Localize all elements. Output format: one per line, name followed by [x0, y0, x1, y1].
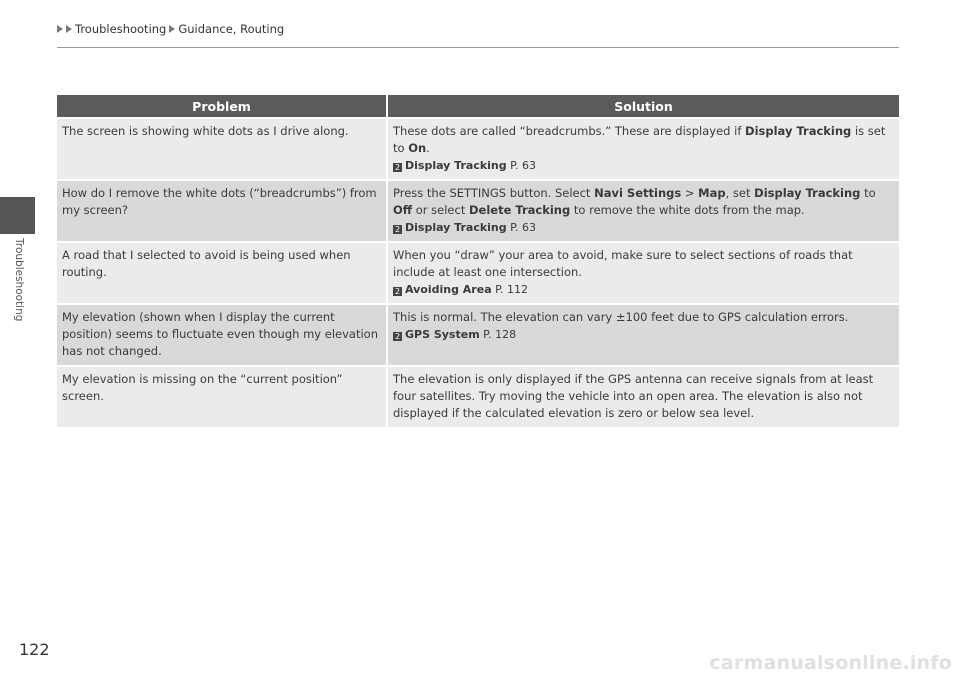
page-reference-link[interactable]: 2 Display Tracking P. 63	[394, 159, 537, 172]
breadcrumb	[57, 22, 284, 36]
watermark: carmanualsonline.info	[709, 652, 952, 674]
solution-cell: These dots are called “breadcrumbs.” These are displayed if Display Tracking is set to On. 2 Display Tracking P. 63	[386, 117, 899, 179]
reference-arrow-icon: 2	[394, 287, 401, 296]
problem-cell: A road that I selected to avoid is being used when routing.	[57, 241, 386, 303]
problem-cell: My elevation is missing on the “current position” screen.	[57, 365, 386, 427]
table-row	[57, 241, 899, 303]
page-number: 122	[19, 640, 50, 659]
breadcrumb-section[interactable]: Troubleshooting	[75, 22, 167, 36]
column-header-solution: Solution	[386, 95, 899, 117]
menu-item-name: Navi Settings	[594, 186, 682, 200]
reference-arrow-icon: 2	[394, 163, 401, 172]
side-tab-marker	[0, 197, 35, 234]
side-tab-label: Troubleshooting	[13, 238, 25, 322]
setting-value: Off	[393, 203, 413, 217]
page-reference-link[interactable]: 2 GPS System P. 128	[394, 328, 517, 341]
setting-name: Display Tracking	[754, 186, 861, 200]
breadcrumb-page: Guidance, Routing	[178, 22, 285, 36]
triangle-right-icon	[66, 25, 72, 33]
triangle-right-icon	[57, 25, 63, 33]
problem-cell: The screen is showing white dots as I drive along.	[57, 117, 386, 179]
triangle-right-icon	[169, 25, 175, 33]
setting-name: Display Tracking	[745, 124, 852, 138]
reference-arrow-icon: 2	[394, 225, 401, 234]
solution-cell: The elevation is only displayed if the GPS antenna can receive signals from at least four satellites. Try moving the vehicle into an open area. The elevation is also not displayed if the calculated elevation is zero or below sea level.	[386, 365, 899, 427]
setting-value: On	[408, 141, 427, 155]
problem-cell: How do I remove the white dots (“breadcrumbs”) from my screen?	[57, 179, 386, 241]
table-row	[57, 303, 899, 365]
solution-cell: This is normal. The elevation can vary ±100 feet due to GPS calculation errors. 2 GPS System P. 128	[386, 303, 899, 365]
solution-cell: Press the SETTINGS button. Select Navi Settings > Map, set Display Tracking to Off or select Delete Tracking to remove the white dots from the map. 2 Display Tracking P. 63	[386, 179, 899, 241]
page-reference-link[interactable]: 2 Display Tracking P. 63	[394, 221, 537, 234]
table-row	[57, 179, 899, 241]
menu-item-name: Map	[698, 186, 726, 200]
menu-item-name: Delete Tracking	[469, 203, 571, 217]
solution-cell: When you “draw” your area to avoid, make sure to select sections of roads that include at least one intersection. 2 Avoiding Area P. 112	[386, 241, 899, 303]
table-header-row	[57, 95, 899, 117]
troubleshooting-table	[57, 95, 899, 427]
problem-cell: My elevation (shown when I display the current position) seems to fluctuate even though my elevation has not changed.	[57, 303, 386, 365]
table-row	[57, 365, 899, 427]
table-row	[57, 117, 899, 179]
column-header-problem: Problem	[57, 95, 386, 117]
reference-arrow-icon: 2	[394, 332, 401, 341]
page-reference-link[interactable]: 2 Avoiding Area P. 112	[394, 283, 529, 296]
header-divider	[57, 47, 899, 48]
